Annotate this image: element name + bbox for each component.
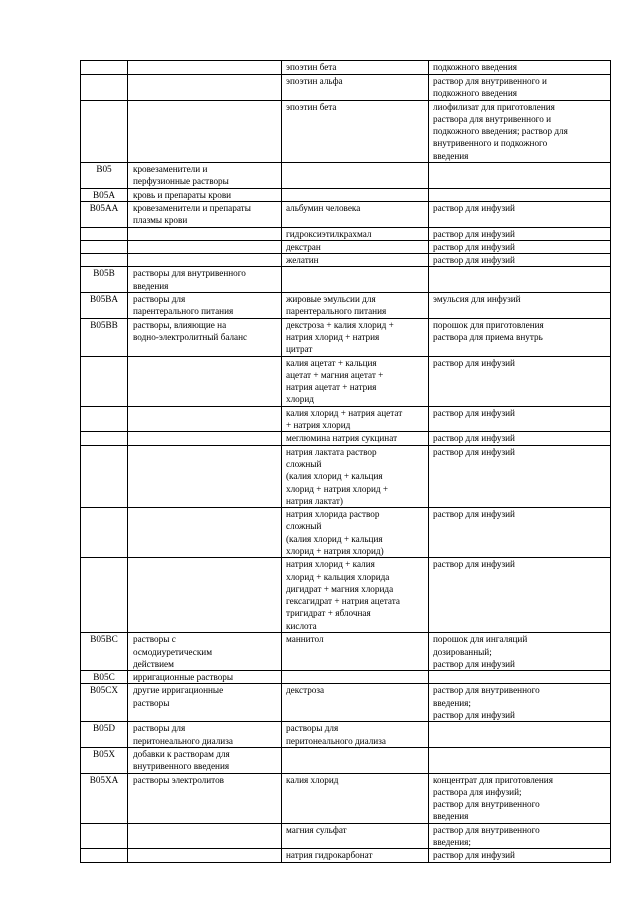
table-row xyxy=(81,684,611,722)
group-name-cell: кровезаменители и препараты плазмы крови xyxy=(128,201,282,227)
group-name-cell xyxy=(128,356,282,406)
dosage-form-cell: раствор для инфузий xyxy=(429,508,611,558)
table-row xyxy=(81,201,611,227)
drug-name-cell: декстроза xyxy=(282,684,429,722)
drug-name-cell xyxy=(282,188,429,201)
atc-code-cell xyxy=(81,823,128,849)
dosage-form-cell: подкожного введения xyxy=(429,61,611,75)
drug-name-cell: калия ацетат + кальция ацетат + магния ацетат + натрия ацетат + натрия хлорид xyxy=(282,356,429,406)
atc-code-cell: B05X xyxy=(81,747,128,773)
dosage-form-cell: раствор для инфузий xyxy=(429,240,611,253)
drug-name-cell: эпоэтин альфа xyxy=(282,75,429,101)
group-name-cell xyxy=(128,508,282,558)
table-row xyxy=(81,823,611,849)
table-row xyxy=(81,773,611,823)
atc-code-cell xyxy=(81,100,128,162)
group-name-cell xyxy=(128,61,282,75)
group-name-cell: растворы, влияющие на водно-электролитный баланс xyxy=(128,318,282,356)
dosage-form-cell: концентрат для приготовления раствора для инфузий; раствор для внутривенного введения xyxy=(429,773,611,823)
dosage-form-cell: лиофилизат для приготовления раствора для внутривенного и подкожного введения; раствор для внутривенного и подкожного введения xyxy=(429,100,611,162)
group-name-cell xyxy=(128,432,282,445)
dosage-form-cell: порошок для приготовления раствора для приема внутрь xyxy=(429,318,611,356)
dosage-form-cell: раствор для инфузий xyxy=(429,558,611,633)
dosage-form-cell xyxy=(429,163,611,189)
dosage-form-cell: раствор для внутривенного введения; xyxy=(429,823,611,849)
atc-code-cell: B05BA xyxy=(81,293,128,319)
atc-code-cell xyxy=(81,61,128,75)
atc-code-cell: B05 xyxy=(81,163,128,189)
dosage-form-cell: раствор для инфузий xyxy=(429,445,611,507)
drug-name-cell: растворы для перитонеального диализа xyxy=(282,722,429,748)
table-row xyxy=(81,508,611,558)
atc-code-cell: B05CX xyxy=(81,684,128,722)
table-row xyxy=(81,849,611,862)
group-name-cell xyxy=(128,75,282,101)
atc-code-cell xyxy=(81,240,128,253)
table-row xyxy=(81,188,611,201)
drug-name-cell xyxy=(282,267,429,293)
group-name-cell: растворы электролитов xyxy=(128,773,282,823)
group-name-cell: растворы для внутривенного введения xyxy=(128,267,282,293)
atc-code-cell: B05D xyxy=(81,722,128,748)
dosage-form-cell: порошок для ингаляций дозированный; раствор для инфузий xyxy=(429,633,611,671)
group-name-cell xyxy=(128,254,282,267)
dosage-form-cell: раствор для инфузий xyxy=(429,254,611,267)
dosage-form-cell xyxy=(429,267,611,293)
drug-name-cell: гидроксиэтилкрахмал xyxy=(282,227,429,240)
table-row xyxy=(81,318,611,356)
dosage-form-cell: раствор для инфузий xyxy=(429,432,611,445)
dosage-form-cell: раствор для внутривенного введения; раствор для инфузий xyxy=(429,684,611,722)
drug-name-cell: натрия лактата раствор сложный (калия хлорид + кальция хлорид + натрия хлорид + натрия лактат) xyxy=(282,445,429,507)
group-name-cell: растворы для парентерального питания xyxy=(128,293,282,319)
drug-name-cell: маннитол xyxy=(282,633,429,671)
atc-code-cell xyxy=(81,849,128,862)
group-name-cell: кровезаменители и перфузионные растворы xyxy=(128,163,282,189)
dosage-form-cell: раствор для инфузий xyxy=(429,406,611,432)
drug-list-table xyxy=(80,60,611,863)
atc-code-cell xyxy=(81,558,128,633)
atc-code-cell: B05BB xyxy=(81,318,128,356)
group-name-cell xyxy=(128,823,282,849)
dosage-form-cell xyxy=(429,671,611,684)
atc-code-cell: B05BC xyxy=(81,633,128,671)
atc-code-cell: B05B xyxy=(81,267,128,293)
drug-name-cell: желатин xyxy=(282,254,429,267)
drug-name-cell: натрия хлорида раствор сложный (калия хлорид + кальция хлорид + натрия хлорид) xyxy=(282,508,429,558)
group-name-cell: растворы для перитонеального диализа xyxy=(128,722,282,748)
table-row xyxy=(81,293,611,319)
atc-code-cell: B05A xyxy=(81,188,128,201)
group-name-cell: растворы с осмодиуретическим действием xyxy=(128,633,282,671)
dosage-form-cell: эмульсия для инфузий xyxy=(429,293,611,319)
group-name-cell: добавки к растворам для внутривенного введения xyxy=(128,747,282,773)
group-name-cell xyxy=(128,445,282,507)
drug-name-cell: жировые эмульсии для парентерального питания xyxy=(282,293,429,319)
drug-name-cell: калия хлорид + натрия ацетат + натрия хлорид xyxy=(282,406,429,432)
dosage-form-cell xyxy=(429,188,611,201)
group-name-cell xyxy=(128,227,282,240)
dosage-form-cell xyxy=(429,722,611,748)
dosage-form-cell: раствор для инфузий xyxy=(429,849,611,862)
dosage-form-cell xyxy=(429,747,611,773)
dosage-form-cell: раствор для внутривенного и подкожного введения xyxy=(429,75,611,101)
table-row xyxy=(81,445,611,507)
atc-code-cell xyxy=(81,227,128,240)
table-row xyxy=(81,432,611,445)
table-body xyxy=(81,61,611,863)
drug-name-cell xyxy=(282,747,429,773)
drug-name-cell: декстроза + калия хлорид + натрия хлорид + натрия цитрат xyxy=(282,318,429,356)
group-name-cell xyxy=(128,406,282,432)
table-row xyxy=(81,722,611,748)
table-row xyxy=(81,240,611,253)
group-name-cell: ирригационные растворы xyxy=(128,671,282,684)
table-row xyxy=(81,61,611,75)
table-row xyxy=(81,163,611,189)
dosage-form-cell: раствор для инфузий xyxy=(429,227,611,240)
drug-name-cell xyxy=(282,163,429,189)
group-name-cell: другие ирригационные растворы xyxy=(128,684,282,722)
atc-code-cell xyxy=(81,406,128,432)
atc-code-cell xyxy=(81,432,128,445)
table-row xyxy=(81,406,611,432)
table-row xyxy=(81,671,611,684)
drug-name-cell: декстран xyxy=(282,240,429,253)
table-row xyxy=(81,254,611,267)
table-row xyxy=(81,227,611,240)
drug-name-cell: альбумин человека xyxy=(282,201,429,227)
atc-code-cell xyxy=(81,445,128,507)
drug-name-cell: натрия хлорид + калия хлорид + кальция хлорида дигидрат + магния хлорида гексагидрат + натрия ацетата тригидрат + яблочная кислота xyxy=(282,558,429,633)
group-name-cell xyxy=(128,849,282,862)
atc-code-cell xyxy=(81,356,128,406)
drug-name-cell: эпоэтин бета xyxy=(282,100,429,162)
atc-code-cell xyxy=(81,508,128,558)
group-name-cell: кровь и препараты крови xyxy=(128,188,282,201)
atc-code-cell: B05C xyxy=(81,671,128,684)
drug-name-cell xyxy=(282,671,429,684)
dosage-form-cell: раствор для инфузий xyxy=(429,201,611,227)
table-row xyxy=(81,633,611,671)
table-row xyxy=(81,267,611,293)
atc-code-cell xyxy=(81,254,128,267)
drug-name-cell: эпоэтин бета xyxy=(282,61,429,75)
atc-code-cell xyxy=(81,75,128,101)
table-row xyxy=(81,100,611,162)
drug-name-cell: магния сульфат xyxy=(282,823,429,849)
table-row xyxy=(81,558,611,633)
drug-name-cell: меглюмина натрия сукцинат xyxy=(282,432,429,445)
drug-name-cell: натрия гидрокарбонат xyxy=(282,849,429,862)
group-name-cell xyxy=(128,240,282,253)
group-name-cell xyxy=(128,558,282,633)
dosage-form-cell: раствор для инфузий xyxy=(429,356,611,406)
table-row xyxy=(81,747,611,773)
atc-code-cell: B05XA xyxy=(81,773,128,823)
table-row xyxy=(81,356,611,406)
group-name-cell xyxy=(128,100,282,162)
drug-name-cell: калия хлорид xyxy=(282,773,429,823)
table-row xyxy=(81,75,611,101)
atc-code-cell: B05AA xyxy=(81,201,128,227)
